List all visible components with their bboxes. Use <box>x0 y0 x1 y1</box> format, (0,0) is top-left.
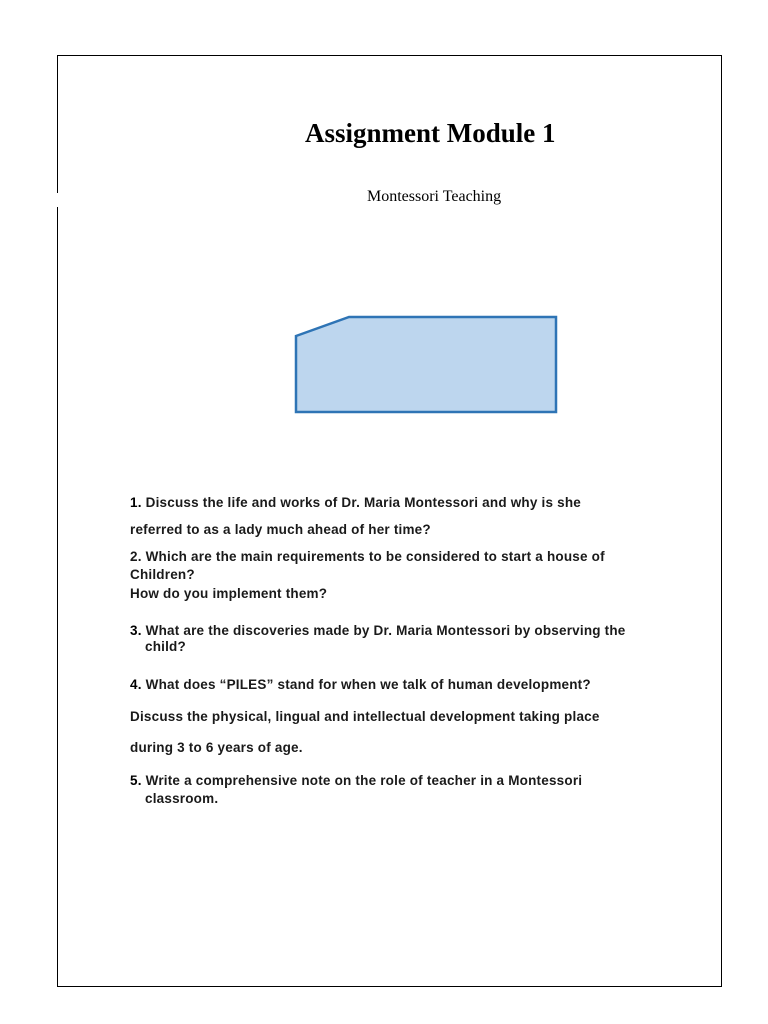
border-gap <box>56 193 58 207</box>
question-4-text: What does “PILES” stand for when we talk of human development? <box>145 677 591 692</box>
question-1-text: Discuss the life and works of Dr. Maria Montessori and why is she <box>145 495 581 510</box>
question-2-line-3: How do you implement them? <box>130 586 328 601</box>
question-5-line-2 <box>130 790 690 808</box>
question-4-line-2: Discuss the physical, lingual and intellectual development taking place <box>130 709 600 724</box>
question-4-line-3: during 3 to 6 years of age. <box>130 740 303 755</box>
question-1-line-1 <box>130 494 690 512</box>
question-2-line-1: 2. Which are the main requirements to be considered to start a house of <box>130 549 605 564</box>
snipped-rectangle-shape <box>292 313 562 417</box>
question-4-line-1 <box>130 676 690 694</box>
page-title: Assignment Module 1 <box>305 118 556 148</box>
question-5-line-1 <box>130 772 690 790</box>
question-1-number: 1. <box>130 495 142 510</box>
question-3-number: 3. <box>130 623 142 638</box>
question-3-text: What are the discoveries made by Dr. Maria Montessori by observing the <box>145 623 626 638</box>
question-2-line-2: Children? <box>130 567 195 582</box>
question-3-continuation: child? <box>145 639 186 654</box>
question-1-line-2: referred to as a lady much ahead of her time? <box>130 522 431 537</box>
question-3-line-2 <box>130 638 690 656</box>
question-5-continuation: classroom. <box>145 791 219 806</box>
question-4-number: 4. <box>130 677 142 692</box>
question-5-number: 5. <box>130 773 142 788</box>
question-5-text: Write a comprehensive note on the role of teacher in a Montessori <box>145 773 583 788</box>
page-subtitle: Montessori Teaching <box>367 188 502 205</box>
